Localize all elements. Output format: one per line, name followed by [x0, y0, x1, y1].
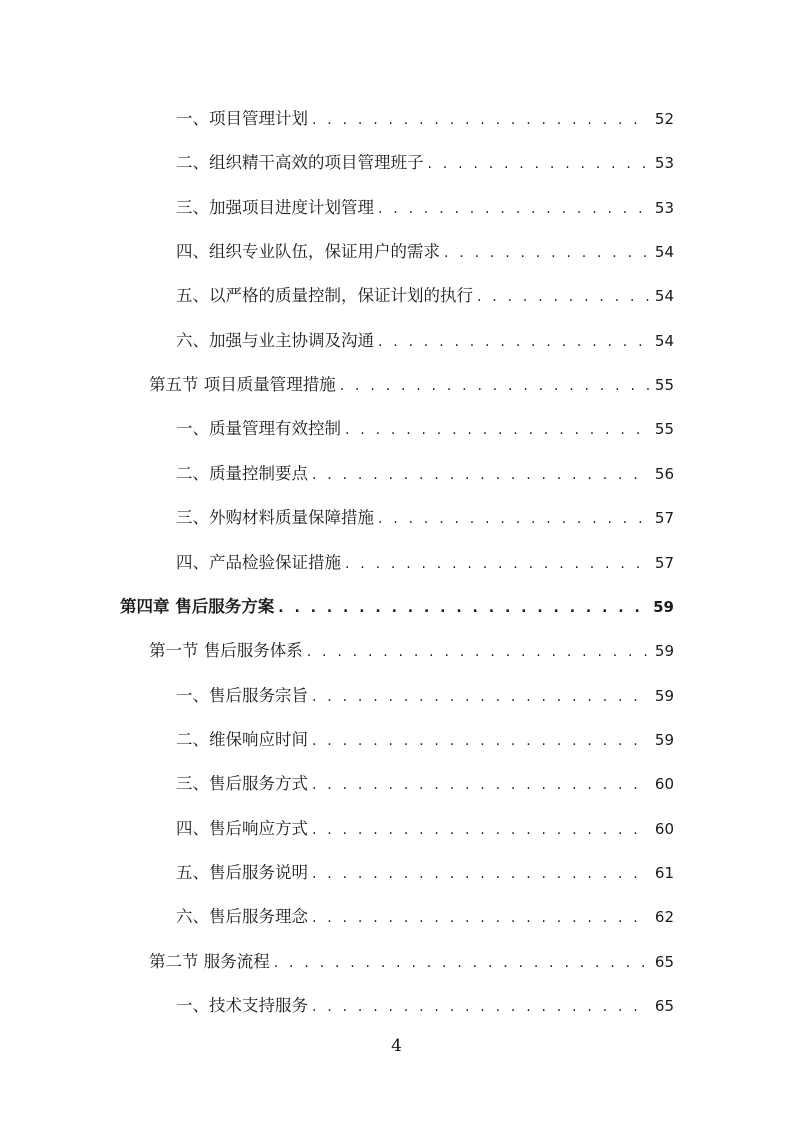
toc-entry-page: 62 [654, 908, 674, 927]
toc-entry-title: 二、质量控制要点 [176, 463, 308, 483]
toc-subsection-entry[interactable] [176, 816, 674, 842]
toc-entry-page: 60 [654, 819, 674, 838]
toc-entry-title: 四、售后响应方式 [176, 818, 308, 838]
toc-entry-title: 三、加强项目进度计划管理 [176, 197, 374, 217]
toc-dot-leader [312, 817, 649, 843]
toc-entry-title: 三、售后服务方式 [176, 774, 308, 794]
toc-dot-leader [312, 861, 649, 887]
toc-dot-leader [312, 462, 649, 488]
toc-entry-title: 二、维保响应时间 [176, 729, 308, 749]
toc-dot-leader [444, 240, 649, 266]
toc-section-entry[interactable] [149, 372, 674, 398]
toc-dot-leader [477, 284, 649, 310]
toc-dot-leader [312, 994, 649, 1020]
toc-entry-title: 三、外购材料质量保障措施 [176, 508, 374, 528]
toc-entry-title: 第二节 服务流程 [149, 951, 270, 971]
toc-entry-title: 六、加强与业主协调及沟通 [176, 330, 374, 350]
toc-entry-page: 61 [654, 863, 674, 882]
toc-subsection-entry[interactable] [176, 993, 674, 1019]
toc-entry-title: 四、产品检验保证措施 [176, 552, 341, 572]
toc-entry-page: 60 [654, 775, 674, 794]
toc-entry-page: 53 [654, 198, 674, 217]
toc-entry-page: 55 [654, 376, 674, 395]
toc-subsection-entry[interactable] [176, 771, 674, 797]
toc-dot-leader [312, 728, 649, 754]
toc-entry-page: 57 [654, 553, 674, 572]
toc-entry-page: 65 [654, 952, 674, 971]
toc-subsection-entry[interactable] [176, 461, 674, 487]
toc-entry-title: 五、以严格的质量控制，保证计划的执行 [176, 286, 473, 306]
toc-entry-title: 一、质量管理有效控制 [176, 419, 341, 439]
toc-dot-leader [278, 595, 647, 621]
toc-entry-page: 53 [654, 154, 674, 173]
toc-dot-leader [378, 329, 649, 355]
toc-subsection-entry[interactable] [176, 683, 674, 709]
toc-dot-leader [307, 639, 649, 665]
toc-entry-title: 一、技术支持服务 [176, 996, 308, 1015]
toc-entry-page: 59 [654, 730, 674, 749]
toc-dot-leader [312, 684, 649, 710]
toc-entry-title: 四、组织专业队伍，保证用户的需求 [176, 242, 440, 262]
toc-dot-leader [378, 506, 649, 532]
toc-entry-page: 65 [654, 997, 674, 1015]
toc-section-entry[interactable] [149, 949, 674, 975]
toc-subsection-entry[interactable] [176, 727, 674, 753]
toc-entry-page: 52 [654, 110, 674, 128]
toc-subsection-entry[interactable] [176, 239, 674, 265]
toc-chapter-entry[interactable] [120, 594, 674, 620]
toc-entry-page: 59 [654, 686, 674, 705]
toc-entry-title: 六、售后服务理念 [176, 907, 308, 927]
toc-subsection-entry[interactable] [176, 416, 674, 442]
toc-entry-title: 一、项目管理计划 [176, 109, 308, 128]
toc-subsection-entry[interactable] [176, 283, 674, 309]
toc-subsection-entry[interactable] [176, 328, 674, 354]
toc-entry-page: 56 [654, 464, 674, 483]
toc-dot-leader [312, 905, 649, 931]
toc-entry-title: 第四章 售后服务方案 [120, 596, 275, 616]
toc-dot-leader [274, 950, 649, 976]
toc-entry-page: 57 [654, 509, 674, 528]
toc-subsection-entry[interactable] [176, 150, 674, 176]
toc-entry-page: 54 [654, 243, 674, 262]
toc-dot-leader [378, 196, 649, 222]
toc-subsection-entry[interactable] [176, 550, 674, 576]
toc-entry-title: 第一节 售后服务体系 [149, 641, 303, 661]
toc-entry-page: 59 [653, 597, 674, 616]
toc-entry-title: 一、售后服务宗旨 [176, 685, 308, 705]
toc-subsection-entry[interactable] [176, 195, 674, 221]
toc-entry-title: 第五节 项目质量管理措施 [149, 375, 336, 395]
toc-section-entry[interactable] [149, 638, 674, 664]
toc-subsection-entry[interactable] [176, 106, 674, 132]
toc-dot-leader [345, 551, 649, 577]
toc-entry-title: 五、售后服务说明 [176, 862, 308, 882]
toc-dot-leader [345, 417, 649, 443]
toc-dot-leader [340, 373, 649, 399]
toc-entry-page: 54 [654, 331, 674, 350]
toc-subsection-entry[interactable] [176, 904, 674, 930]
toc-entry-page: 59 [654, 642, 674, 661]
toc-subsection-entry[interactable] [176, 860, 674, 886]
page-number: 4 [391, 1036, 402, 1056]
toc-dot-leader [428, 151, 649, 177]
toc-subsection-entry[interactable] [176, 505, 674, 531]
toc-entry-page: 55 [654, 420, 674, 439]
toc-dot-leader [312, 772, 649, 798]
toc-entry-title: 二、组织精干高效的项目管理班子 [176, 153, 424, 173]
toc-dot-leader [312, 107, 649, 133]
toc-entry-page: 54 [654, 287, 674, 306]
